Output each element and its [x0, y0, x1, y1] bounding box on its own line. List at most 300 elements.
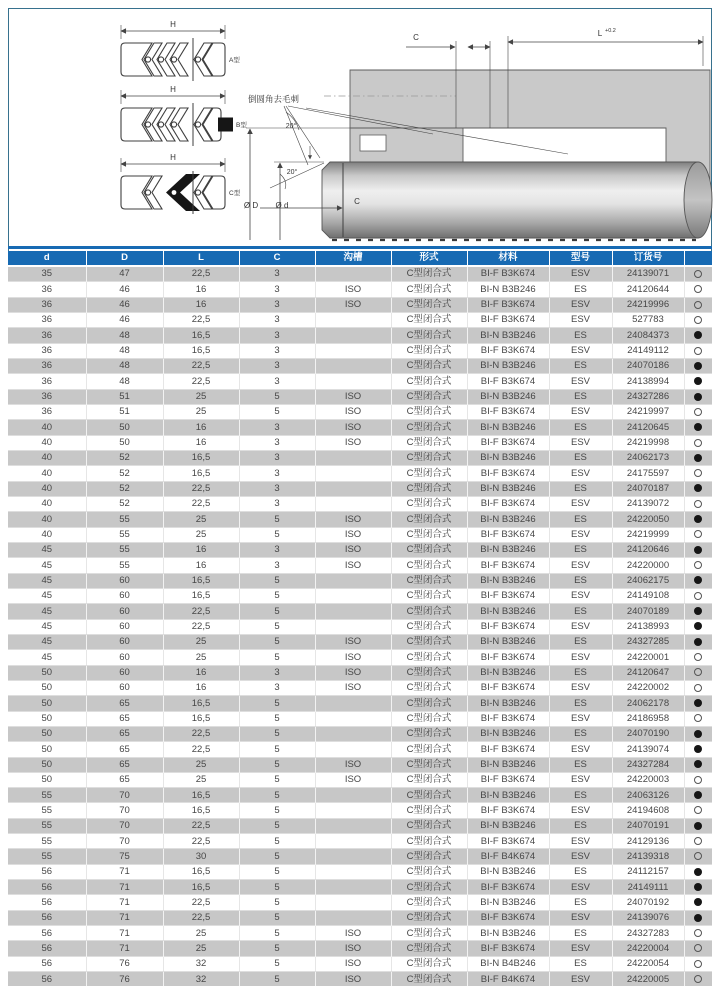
table-cell: BI-F B3K674 [467, 266, 549, 282]
table-cell: BI-N B3B246 [467, 726, 549, 741]
table-cell-availability [684, 803, 712, 818]
table-cell-availability [684, 450, 712, 465]
table-cell [315, 711, 391, 726]
table-cell: 55 [86, 542, 163, 557]
table-cell [315, 481, 391, 496]
table-cell: 3 [239, 558, 315, 573]
table-cell-availability [684, 665, 712, 680]
table-cell: ESV [549, 588, 612, 603]
table-cell: ES [549, 788, 612, 803]
table-cell: 48 [86, 343, 163, 358]
table-cell: 24139076 [612, 910, 684, 925]
table-cell: 3 [239, 665, 315, 680]
table-cell: ESV [549, 910, 612, 925]
table-cell: 3 [239, 450, 315, 465]
table-cell: 76 [86, 972, 163, 986]
table-cell: 55 [86, 512, 163, 527]
table-cell-availability [684, 864, 712, 879]
table-cell: BI-F B3K674 [467, 466, 549, 481]
table-cell: 36 [8, 297, 86, 312]
table-cell: ISO [315, 420, 391, 435]
availability-dot-filled [694, 638, 702, 646]
table-cell: BI-N B3B246 [467, 757, 549, 772]
table-cell: ES [549, 665, 612, 680]
table-cell: BI-F B4K674 [467, 972, 549, 986]
table-row [8, 435, 712, 450]
table-cell: 16 [163, 680, 239, 695]
table-row [8, 358, 712, 373]
table-cell: 50 [86, 435, 163, 450]
table-cell [315, 358, 391, 373]
table-cell: C型闭合式 [391, 680, 467, 695]
table-cell: 22,5 [163, 312, 239, 327]
table-cell [315, 895, 391, 910]
table-cell: BI-F B3K674 [467, 650, 549, 665]
dim-h-label-a: H [170, 20, 176, 29]
table-cell: 24070186 [612, 358, 684, 373]
table-cell: 45 [8, 619, 86, 634]
column-header-7: 型号 [549, 251, 612, 266]
table-cell: C型闭合式 [391, 542, 467, 557]
table-cell-availability [684, 481, 712, 496]
table-cell: ES [549, 696, 612, 711]
table-cell: 40 [8, 420, 86, 435]
table-cell [315, 834, 391, 849]
availability-dot-hollow [694, 837, 702, 845]
table-cell-availability [684, 420, 712, 435]
table-cell: BI-F B3K674 [467, 834, 549, 849]
table-cell-availability [684, 895, 712, 910]
table-cell: 22,5 [163, 895, 239, 910]
table-cell: 3 [239, 266, 315, 282]
availability-dot-filled [694, 484, 702, 492]
column-header-4: 沟槽 [315, 251, 391, 266]
table-cell-availability [684, 604, 712, 619]
table-cell: 60 [86, 650, 163, 665]
table-row [8, 680, 712, 695]
table-cell: 71 [86, 864, 163, 879]
table-cell: 25 [163, 389, 239, 404]
table-cell [315, 880, 391, 895]
dim-c-top-label: C [413, 33, 419, 42]
table-cell: 40 [8, 435, 86, 450]
table-cell-availability [684, 849, 712, 864]
table-cell: 22,5 [163, 834, 239, 849]
table-cell: 32 [163, 972, 239, 986]
table-cell: 5 [239, 864, 315, 879]
availability-dot-filled [694, 699, 702, 707]
table-cell: 25 [163, 512, 239, 527]
table-cell: 50 [8, 772, 86, 787]
table-cell: 24327283 [612, 926, 684, 941]
table-cell: 16,5 [163, 880, 239, 895]
table-cell: 5 [239, 849, 315, 864]
table-cell: BI-F B4K674 [467, 849, 549, 864]
table-cell: 50 [8, 665, 86, 680]
column-header-5: 形式 [391, 251, 467, 266]
table-cell-availability [684, 634, 712, 649]
table-cell: ISO [315, 956, 391, 971]
table-cell: 3 [239, 481, 315, 496]
table-cell: 56 [8, 910, 86, 925]
table-cell: 55 [86, 527, 163, 542]
availability-dot-filled [694, 423, 702, 431]
table-cell: C型闭合式 [391, 558, 467, 573]
table-cell: 55 [8, 834, 86, 849]
table-row [8, 634, 712, 649]
table-cell: 71 [86, 941, 163, 956]
table-cell: C型闭合式 [391, 343, 467, 358]
availability-dot-hollow [694, 960, 702, 968]
table-cell: 22,5 [163, 374, 239, 389]
table-cell: 24138993 [612, 619, 684, 634]
table-row [8, 818, 712, 833]
table-cell: BI-F B3K674 [467, 910, 549, 925]
table-cell: ES [549, 864, 612, 879]
table-cell: ISO [315, 282, 391, 297]
column-header-3: C [239, 251, 315, 266]
table-cell: BI-F B3K674 [467, 312, 549, 327]
availability-dot-hollow [694, 975, 702, 983]
table-cell: 5 [239, 972, 315, 986]
table-cell: 65 [86, 696, 163, 711]
table-cell: 36 [8, 374, 86, 389]
table-row [8, 312, 712, 327]
table-cell: ESV [549, 772, 612, 787]
table-cell: 24139071 [612, 266, 684, 282]
table-cell: ISO [315, 665, 391, 680]
table-row [8, 404, 712, 419]
table-row [8, 282, 712, 297]
table-cell: 48 [86, 374, 163, 389]
table-cell [315, 374, 391, 389]
table-cell-availability [684, 818, 712, 833]
table-cell-availability [684, 910, 712, 925]
table-cell: BI-N B3B246 [467, 450, 549, 465]
table-cell: 52 [86, 450, 163, 465]
table-cell: 40 [8, 450, 86, 465]
table-cell: 40 [8, 512, 86, 527]
table-cell: 50 [8, 726, 86, 741]
table-cell: ISO [315, 650, 391, 665]
table-cell [315, 266, 391, 282]
table-cell: 5 [239, 619, 315, 634]
table-cell: 3 [239, 328, 315, 343]
table-cell: 5 [239, 650, 315, 665]
table-row [8, 665, 712, 680]
availability-dot-filled [694, 607, 702, 615]
table-cell [315, 864, 391, 879]
table-cell: ESV [549, 972, 612, 986]
dim-c-bottom-label: C [354, 197, 360, 206]
table-cell: 5 [239, 742, 315, 757]
table-cell-availability [684, 542, 712, 557]
table-cell: ESV [549, 880, 612, 895]
table-cell: 45 [8, 588, 86, 603]
table-cell: 5 [239, 834, 315, 849]
table-cell: ES [549, 926, 612, 941]
table-cell: 25 [163, 926, 239, 941]
table-row [8, 910, 712, 925]
dim-length-label: L [597, 29, 603, 38]
table-cell: 3 [239, 420, 315, 435]
table-row [8, 650, 712, 665]
table-cell: ESV [549, 466, 612, 481]
table-cell: 3 [239, 282, 315, 297]
table-cell [315, 818, 391, 833]
table-cell: 16 [163, 665, 239, 680]
table-cell: 22,5 [163, 358, 239, 373]
column-header-0: d [8, 251, 86, 266]
table-cell: 24149108 [612, 588, 684, 603]
table-cell: 16,5 [163, 864, 239, 879]
table-cell: C型闭合式 [391, 420, 467, 435]
angle-top-label: 20° [285, 123, 297, 130]
table-cell: ESV [549, 343, 612, 358]
table-cell: C型闭合式 [391, 910, 467, 925]
table-cell: BI-F B3K674 [467, 374, 549, 389]
table-cell: C型闭合式 [391, 588, 467, 603]
seal-profile-b [121, 85, 247, 146]
table-cell: 24220005 [612, 972, 684, 986]
table-cell: 60 [86, 604, 163, 619]
table-row [8, 849, 712, 864]
table-cell: 5 [239, 512, 315, 527]
table-cell: 48 [86, 358, 163, 373]
table-cell: C型闭合式 [391, 834, 467, 849]
table-cell: ISO [315, 527, 391, 542]
table-cell: C型闭合式 [391, 328, 467, 343]
table-cell [315, 696, 391, 711]
availability-dot-filled [694, 377, 702, 385]
table-cell: 5 [239, 757, 315, 772]
table-cell: ES [549, 450, 612, 465]
table-cell: 50 [8, 680, 86, 695]
table-cell: 46 [86, 297, 163, 312]
availability-dot-hollow [694, 806, 702, 814]
table-cell: 22,5 [163, 619, 239, 634]
table-cell: 5 [239, 389, 315, 404]
dim-length-tolerance: +0.2 [605, 28, 616, 34]
table-cell: 70 [86, 818, 163, 833]
table-cell: C型闭合式 [391, 772, 467, 787]
table-cell: 60 [86, 619, 163, 634]
table-cell: ES [549, 481, 612, 496]
table-cell: 25 [163, 404, 239, 419]
table-cell: 70 [86, 834, 163, 849]
table-cell: BI-N B3B246 [467, 573, 549, 588]
table-cell: 45 [8, 542, 86, 557]
table-cell: 22,5 [163, 496, 239, 511]
availability-dot-hollow [694, 301, 702, 309]
table-cell: 36 [8, 343, 86, 358]
table-cell: C型闭合式 [391, 435, 467, 450]
table-cell: BI-N B3B246 [467, 895, 549, 910]
availability-dot-hollow [694, 530, 702, 538]
table-cell: 16,5 [163, 328, 239, 343]
table-cell: C型闭合式 [391, 312, 467, 327]
deburr-note: 倒圆角去毛刺 [248, 94, 300, 104]
table-cell: ISO [315, 972, 391, 986]
table-cell: 5 [239, 634, 315, 649]
table-cell: 65 [86, 726, 163, 741]
table-cell: 5 [239, 895, 315, 910]
table-cell-availability [684, 588, 712, 603]
table-cell: 22,5 [163, 481, 239, 496]
table-cell: BI-N B3B246 [467, 665, 549, 680]
rod-end-cap [684, 162, 712, 238]
table-cell [315, 742, 391, 757]
table-cell: 22,5 [163, 818, 239, 833]
table-row [8, 604, 712, 619]
table-cell: 45 [8, 650, 86, 665]
seal-drawing-svg [8, 8, 712, 246]
availability-dot-filled [694, 730, 702, 738]
table-cell: 24149112 [612, 343, 684, 358]
table-cell: 24084373 [612, 328, 684, 343]
table-row [8, 696, 712, 711]
availability-dot-filled [694, 546, 702, 554]
table-cell: 45 [8, 634, 86, 649]
table-cell: 40 [8, 527, 86, 542]
table-cell: 3 [239, 374, 315, 389]
table-cell: 5 [239, 604, 315, 619]
table-cell: 24138994 [612, 374, 684, 389]
table-row [8, 374, 712, 389]
table-cell: 24070192 [612, 895, 684, 910]
table-cell: 24062178 [612, 696, 684, 711]
availability-dot-hollow [694, 684, 702, 692]
availability-dot-hollow [694, 408, 702, 416]
table-cell-availability [684, 282, 712, 297]
table-cell: C型闭合式 [391, 711, 467, 726]
availability-dot-filled [694, 883, 702, 891]
table-cell-availability [684, 619, 712, 634]
availability-dot-hollow [694, 714, 702, 722]
availability-dot-filled [694, 454, 702, 462]
table-cell: 50 [86, 420, 163, 435]
table-cell: BI-F B3K674 [467, 435, 549, 450]
availability-dot-filled [694, 822, 702, 830]
table-cell: 16 [163, 297, 239, 312]
table-cell: C型闭合式 [391, 696, 467, 711]
table-cell: 65 [86, 711, 163, 726]
table-row [8, 328, 712, 343]
table-cell: 24139318 [612, 849, 684, 864]
table-row [8, 619, 712, 634]
table-cell: 25 [163, 757, 239, 772]
table-cell: C型闭合式 [391, 634, 467, 649]
table-cell: 3 [239, 542, 315, 557]
table-row [8, 512, 712, 527]
table-cell-availability [684, 435, 712, 450]
table-cell: C型闭合式 [391, 282, 467, 297]
table-cell-availability [684, 312, 712, 327]
table-cell: 16 [163, 435, 239, 450]
table-cell: ESV [549, 941, 612, 956]
table-cell: C型闭合式 [391, 619, 467, 634]
table-cell: 5 [239, 880, 315, 895]
table-cell: 70 [86, 788, 163, 803]
table-cell: 24175597 [612, 466, 684, 481]
table-row [8, 864, 712, 879]
table-cell: 40 [8, 481, 86, 496]
table-cell: ES [549, 573, 612, 588]
table-cell: 24219998 [612, 435, 684, 450]
table-cell: 16,5 [163, 788, 239, 803]
table-cell: BI-N B3B246 [467, 282, 549, 297]
table-cell-availability [684, 527, 712, 542]
table-cell-availability [684, 880, 712, 895]
table-cell-availability [684, 558, 712, 573]
table-cell: 24120645 [612, 420, 684, 435]
table-cell: 24327285 [612, 634, 684, 649]
table-cell: C型闭合式 [391, 512, 467, 527]
table-cell: 22,5 [163, 604, 239, 619]
table-cell-availability [684, 696, 712, 711]
table-cell: 24220000 [612, 558, 684, 573]
table-cell: 16,5 [163, 343, 239, 358]
table-cell: C型闭合式 [391, 926, 467, 941]
table-cell [315, 619, 391, 634]
table-cell [315, 573, 391, 588]
table-cell: C型闭合式 [391, 604, 467, 619]
table-cell: 5 [239, 772, 315, 787]
table-cell-availability [684, 956, 712, 971]
table-cell: BI-F B3K674 [467, 558, 549, 573]
profile-a-label: A型 [229, 57, 240, 64]
table-cell: 24120647 [612, 665, 684, 680]
table-cell: ESV [549, 711, 612, 726]
table-cell: ESV [549, 680, 612, 695]
table-row [8, 297, 712, 312]
availability-dot-filled [694, 868, 702, 876]
table-cell: 50 [8, 757, 86, 772]
table-cell: ISO [315, 404, 391, 419]
table-cell [315, 496, 391, 511]
table-cell: ISO [315, 542, 391, 557]
table-row [8, 941, 712, 956]
table-row [8, 926, 712, 941]
table-cell: ISO [315, 558, 391, 573]
table-cell: C型闭合式 [391, 818, 467, 833]
header-row [8, 251, 712, 266]
table-cell: 46 [86, 282, 163, 297]
table-row [8, 588, 712, 603]
table-cell: 55 [8, 803, 86, 818]
table-cell: ES [549, 389, 612, 404]
table-cell: C型闭合式 [391, 389, 467, 404]
table-cell: 5 [239, 527, 315, 542]
table-cell: 22,5 [163, 742, 239, 757]
availability-dot-filled [694, 914, 702, 922]
table-cell-availability [684, 266, 712, 282]
table-cell-availability [684, 926, 712, 941]
table-cell: 56 [8, 972, 86, 986]
table-cell: BI-F B3K674 [467, 619, 549, 634]
table-cell: ESV [549, 803, 612, 818]
table-cell: 24220004 [612, 941, 684, 956]
table-cell: 48 [86, 328, 163, 343]
table-row [8, 803, 712, 818]
table-cell: 527783 [612, 312, 684, 327]
table-row [8, 880, 712, 895]
table-cell: C型闭合式 [391, 956, 467, 971]
table-row [8, 895, 712, 910]
availability-dot-hollow [694, 929, 702, 937]
table-cell: BI-N B3B246 [467, 542, 549, 557]
table-cell: 24139072 [612, 496, 684, 511]
